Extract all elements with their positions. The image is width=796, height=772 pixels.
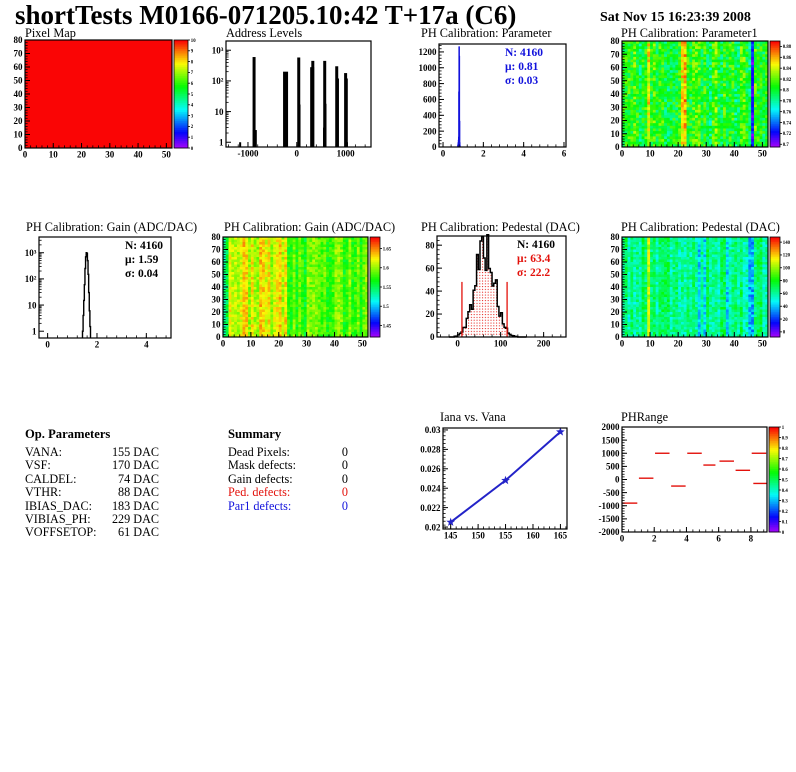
svg-text:3: 3 (190, 114, 194, 120)
chart-title-gain-map: PH Calibration: Gain (ADC/DAC) (224, 220, 396, 234)
param-label: VOFFSETOP: (25, 525, 97, 540)
parameter-stats-sigma: σ: 0.03 (505, 75, 539, 87)
svg-text:1: 1 (219, 137, 224, 148)
parameter-stats-mu: μ: 0.81 (505, 61, 539, 73)
param-row (25, 459, 159, 472)
param-label: VANA: (25, 445, 63, 459)
svg-text:80: 80 (211, 232, 221, 243)
svg-text:10: 10 (610, 128, 620, 139)
svg-text:60: 60 (211, 257, 221, 268)
param-value: 229 DAC (111, 511, 159, 526)
param-value: 0 (341, 458, 348, 473)
svg-text:30: 30 (211, 294, 221, 305)
svg-text:50: 50 (757, 148, 767, 159)
summary-block (228, 427, 348, 513)
svg-text:70: 70 (13, 48, 23, 59)
svg-text:10: 10 (246, 338, 256, 349)
svg-text:20: 20 (610, 115, 620, 126)
svg-text:0: 0 (216, 332, 221, 343)
svg-text:9: 9 (190, 49, 194, 55)
svg-text:20: 20 (673, 148, 683, 159)
param-value: 0 (341, 445, 348, 459)
op-parameters-block (25, 427, 159, 540)
svg-text:20: 20 (274, 338, 284, 349)
svg-text:1.6: 1.6 (382, 266, 389, 272)
param-row (25, 446, 159, 459)
parameter-stats-n: N: 4160 (505, 47, 544, 59)
param-row (25, 513, 159, 526)
param-label: IBIAS_DAC: (25, 498, 93, 513)
svg-text:20: 20 (77, 149, 87, 160)
param-label: Gain defects: (228, 471, 293, 486)
pedestal-stats-sigma: σ: 22.2 (517, 267, 551, 279)
param-row (228, 486, 348, 499)
svg-text:60: 60 (13, 62, 23, 73)
svg-text:4: 4 (521, 148, 526, 159)
svg-text:0.84: 0.84 (782, 66, 792, 72)
svg-text:0: 0 (22, 149, 28, 160)
svg-text:2: 2 (190, 125, 194, 131)
gain-stats-box (125, 239, 163, 281)
param-value: 0 (341, 485, 348, 500)
chart-title-ph-parameter1: PH Calibration: Parameter1 (621, 26, 758, 40)
param-label: Mask defects: (228, 458, 297, 473)
svg-text:10²: 10² (211, 76, 224, 87)
svg-text:6: 6 (190, 82, 194, 87)
svg-text:2: 2 (94, 339, 100, 350)
svg-text:4: 4 (190, 103, 194, 109)
svg-text:1000: 1000 (418, 62, 437, 73)
pedestal-stats-n: N: 4160 (517, 239, 556, 251)
op-parameters-rows (25, 446, 159, 540)
param-row (228, 473, 348, 486)
svg-text:50: 50 (357, 338, 367, 349)
svg-text:10³: 10³ (211, 45, 224, 56)
pixel-map-chart (14, 35, 197, 159)
svg-text:80: 80 (610, 36, 620, 47)
ped-map-chart (611, 232, 791, 348)
summary-heading: Summary (228, 427, 282, 441)
svg-text:0: 0 (615, 142, 620, 153)
pedestal-stats-box (517, 238, 555, 280)
svg-text:0: 0 (220, 338, 226, 349)
chart-title-iana-vana: Iana vs. Vana (440, 410, 506, 424)
page-title: shortTests M0166-071205.10:42 T+17a (C6) (15, 0, 517, 30)
svg-text:0.82: 0.82 (782, 77, 792, 83)
chart-title-pixel-map: Pixel Map (25, 26, 76, 40)
svg-text:0: 0 (432, 142, 437, 153)
address-levels-chart (212, 41, 371, 159)
svg-text:40: 40 (13, 89, 23, 100)
svg-text:80: 80 (13, 35, 23, 46)
svg-text:60: 60 (610, 62, 620, 73)
svg-text:10: 10 (13, 129, 23, 140)
param-value: 0 (341, 498, 348, 513)
svg-text:2: 2 (481, 148, 486, 159)
param-label: VTHR: (25, 485, 62, 500)
svg-text:20: 20 (13, 116, 23, 127)
svg-text:10: 10 (214, 106, 224, 117)
svg-text:6: 6 (561, 148, 567, 159)
param-label: VSF: (25, 458, 51, 473)
svg-text:10: 10 (27, 300, 37, 311)
param-row (228, 459, 348, 472)
svg-text:1.5: 1.5 (382, 305, 389, 311)
svg-text:-1000: -1000 (237, 148, 259, 159)
svg-text:1: 1 (32, 326, 37, 337)
svg-text:400: 400 (423, 110, 437, 121)
param-value: 0 (341, 471, 348, 486)
svg-text:1.65: 1.65 (382, 247, 392, 253)
param-label: CALDEL: (25, 471, 77, 486)
svg-text:1: 1 (190, 136, 194, 141)
param-row (25, 500, 159, 513)
svg-text:0.7: 0.7 (782, 143, 789, 149)
svg-text:50: 50 (161, 149, 171, 160)
svg-text:50: 50 (13, 75, 23, 86)
svg-text:0: 0 (45, 339, 50, 350)
svg-text:30: 30 (302, 338, 312, 349)
svg-text:0: 0 (18, 143, 23, 154)
svg-text:0: 0 (294, 148, 300, 159)
param-value: 61 DAC (118, 525, 159, 540)
pedestal-stats-mu: μ: 63.4 (517, 253, 551, 265)
param-row (25, 526, 159, 539)
svg-text:0.8: 0.8 (782, 88, 789, 94)
param-value: 88 DAC (118, 485, 159, 500)
svg-text:0: 0 (440, 148, 446, 159)
summary-rows (228, 446, 348, 513)
param-row (228, 500, 348, 513)
param-value: 183 DAC (111, 498, 159, 513)
svg-text:0.72: 0.72 (782, 132, 792, 138)
param-value: 170 DAC (111, 458, 159, 473)
svg-text:40: 40 (729, 148, 739, 159)
svg-text:40: 40 (211, 282, 221, 293)
svg-text:0: 0 (619, 148, 625, 159)
svg-text:10: 10 (48, 149, 58, 160)
svg-text:30: 30 (13, 102, 23, 113)
svg-text:4: 4 (144, 339, 149, 350)
param-label: Dead Pixels: (228, 445, 290, 459)
chart-title-gain-hist: PH Calibration: Gain (ADC/DAC) (26, 220, 198, 234)
svg-text:0: 0 (455, 338, 460, 349)
param-label: Ped. defects: (228, 485, 291, 500)
chart-title-pedestal-hist: PH Calibration: Pedestal (DAC) (421, 220, 580, 234)
svg-text:40: 40 (610, 89, 620, 100)
svg-text:70: 70 (211, 244, 221, 255)
param-label: Par1 defects: (228, 498, 292, 513)
svg-text:600: 600 (423, 94, 437, 105)
ph-param-chart (419, 44, 567, 159)
svg-text:5: 5 (190, 92, 194, 98)
svg-text:40: 40 (330, 338, 340, 349)
svg-text:0.78: 0.78 (782, 99, 792, 105)
op-parameters-heading: Op. Parameters (25, 427, 111, 441)
svg-text:200: 200 (536, 338, 551, 349)
chart-title-address-levels: Address Levels (226, 26, 303, 40)
iana-vana-chart (420, 425, 567, 540)
parameter-stats-box (505, 46, 543, 88)
timestamp: Sat Nov 15 16:23:39 2008 (600, 10, 751, 25)
svg-text:50: 50 (211, 269, 221, 280)
gain-map-chart (212, 232, 392, 348)
param-value: 155 DAC (111, 445, 159, 459)
gain-stats-n: N: 4160 (125, 240, 164, 252)
svg-text:7: 7 (190, 71, 194, 77)
svg-text:30: 30 (610, 102, 620, 113)
svg-text:8: 8 (190, 60, 194, 66)
svg-text:0.76: 0.76 (782, 110, 792, 116)
param-row (25, 486, 159, 499)
chart-title-pedestal-map: PH Calibration: Pedestal (DAC) (621, 220, 780, 234)
svg-text:0.86: 0.86 (782, 56, 792, 62)
gain-stats-mu: μ: 1.59 (125, 254, 159, 266)
svg-text:30: 30 (105, 149, 115, 160)
gain-stats-sigma: σ: 0.04 (125, 268, 159, 280)
svg-text:1000: 1000 (336, 148, 355, 159)
svg-text:0: 0 (190, 146, 194, 152)
ph-param1-map-chart (611, 36, 792, 158)
param-row (228, 446, 348, 459)
svg-text:10³: 10³ (24, 247, 37, 258)
svg-text:40: 40 (133, 149, 143, 160)
svg-text:1.45: 1.45 (382, 324, 392, 330)
param-label: VIBIAS_PH: (25, 511, 91, 526)
svg-text:10²: 10² (24, 274, 37, 285)
svg-text:50: 50 (610, 75, 620, 86)
chart-title-ph-parameter: PH Calibration: Parameter (421, 26, 552, 40)
svg-text:0.74: 0.74 (782, 121, 792, 127)
svg-text:800: 800 (423, 78, 437, 89)
svg-text:100: 100 (493, 338, 508, 349)
svg-text:10: 10 (190, 38, 196, 44)
param-row (25, 473, 159, 486)
param-value: 74 DAC (118, 471, 159, 486)
phrange-chart (599, 422, 789, 543)
svg-text:1200: 1200 (418, 47, 437, 58)
svg-text:200: 200 (423, 126, 437, 137)
svg-text:70: 70 (610, 49, 620, 60)
svg-text:1.55: 1.55 (382, 285, 392, 291)
svg-text:20: 20 (211, 307, 221, 318)
svg-text:0.88: 0.88 (782, 45, 792, 51)
svg-text:10: 10 (211, 319, 221, 330)
chart-title-phrange: PHRange (621, 410, 669, 424)
svg-text:10: 10 (645, 148, 655, 159)
svg-text:30: 30 (701, 148, 711, 159)
